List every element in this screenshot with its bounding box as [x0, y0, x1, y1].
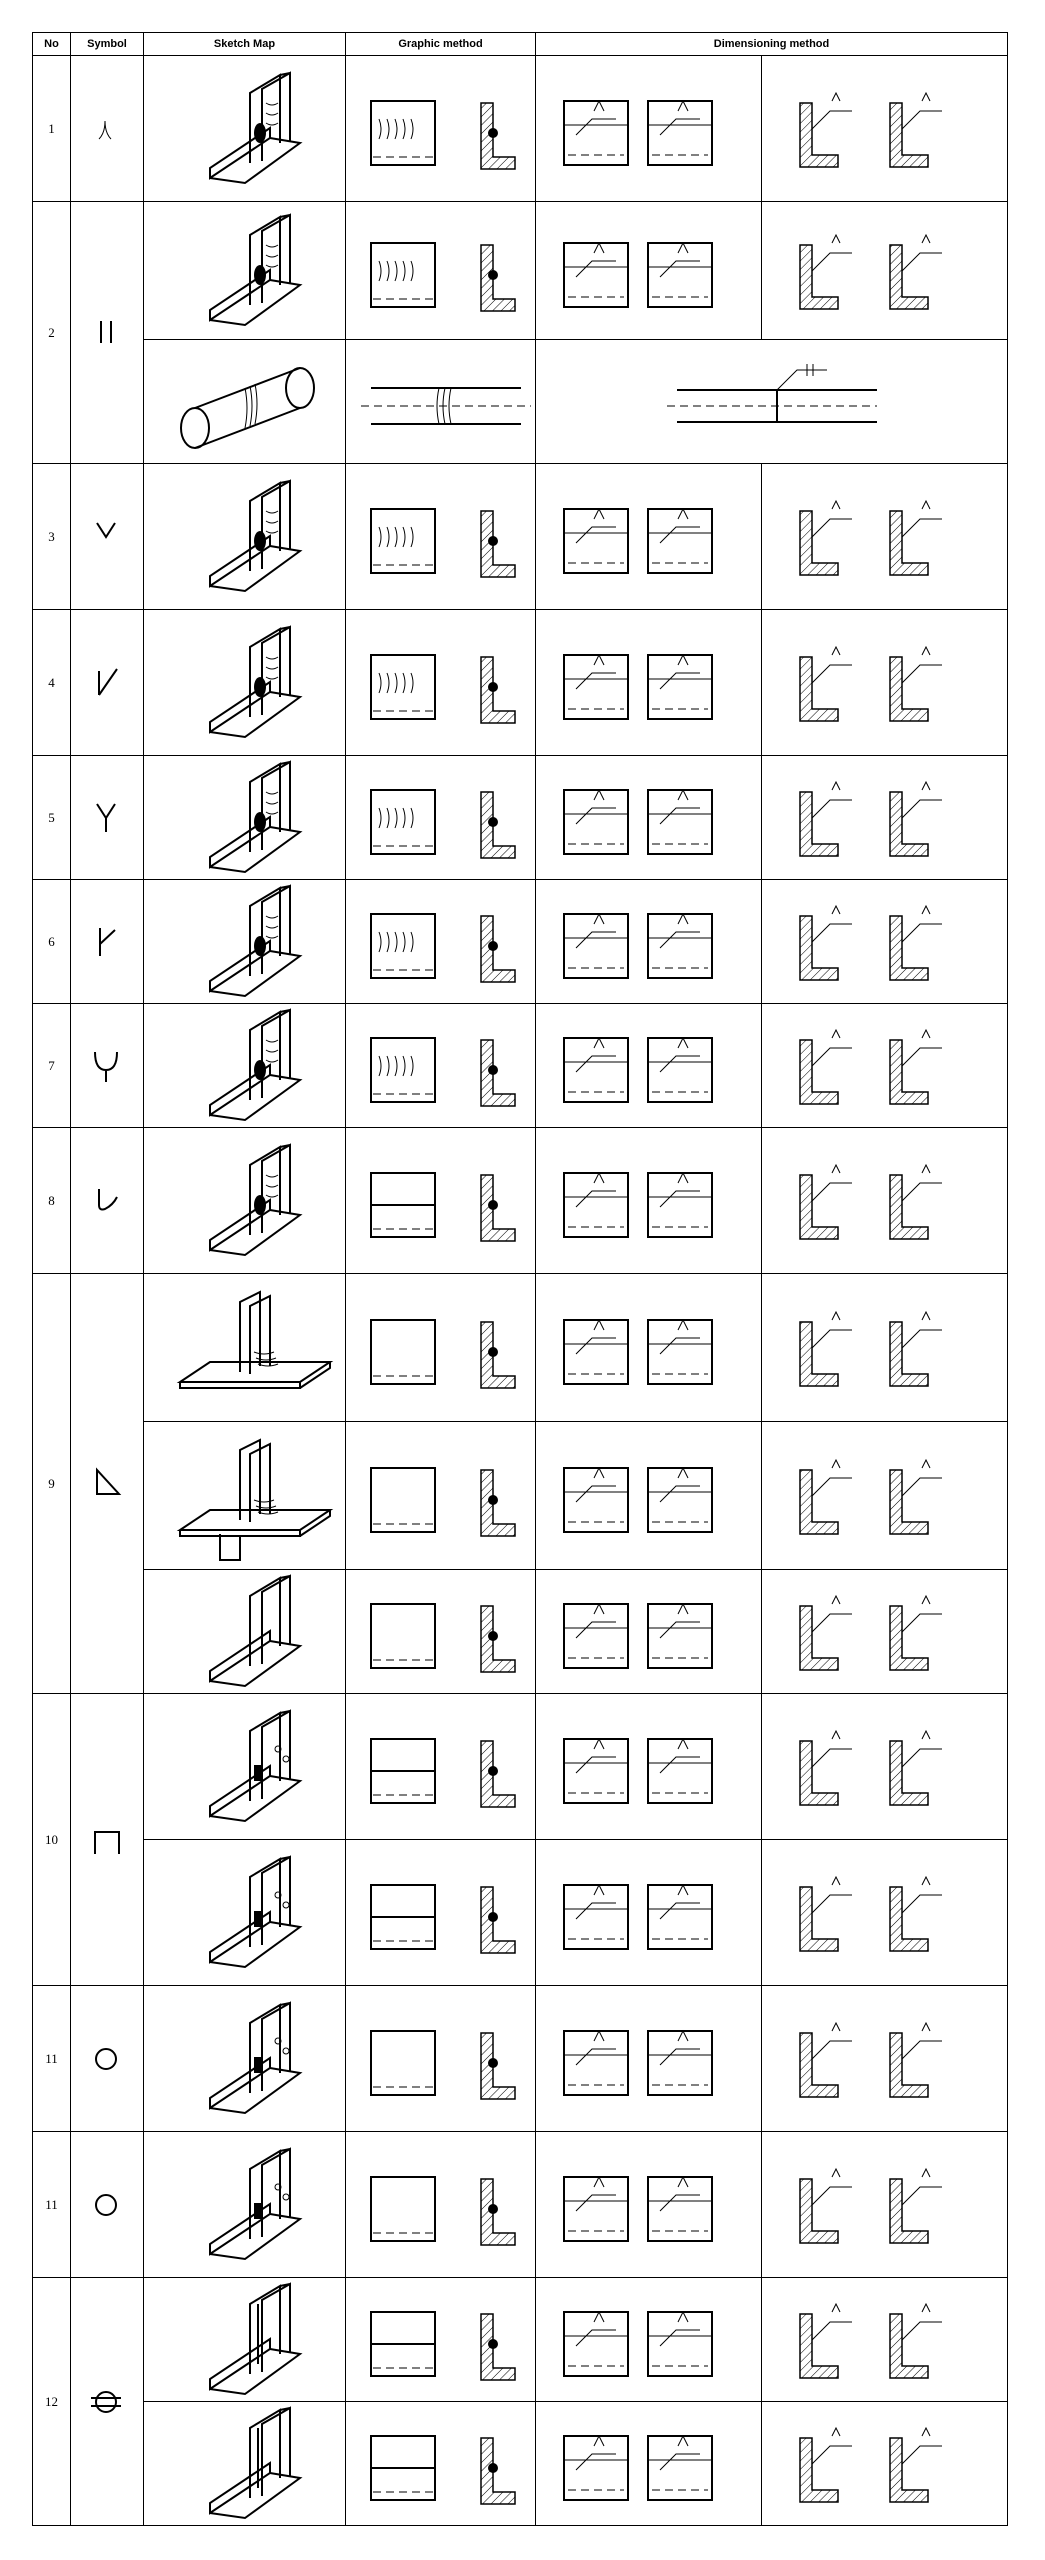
dimensioning-method-view-b — [762, 756, 1008, 880]
weld-symbol-cell — [71, 1694, 144, 1986]
dimensioning-boxes-ugroove — [544, 1008, 754, 1124]
graphic-method-ybevel — [351, 884, 531, 1000]
table-row — [33, 202, 1008, 340]
dimensioning-method-view-a — [536, 1422, 762, 1570]
sketch-map-cell — [144, 1004, 346, 1128]
spot-weld-symbol-icon — [85, 2175, 129, 2235]
graphic-method-plug — [351, 1698, 531, 1836]
header-no: No — [33, 33, 71, 56]
sketch-map-cell — [144, 1986, 346, 2132]
graphic-method-flange — [351, 60, 531, 198]
dimensioning-boxes-yv — [544, 760, 754, 876]
dimensioning-method-view-a — [536, 202, 762, 340]
dimensioning-method-view-a — [536, 756, 762, 880]
sketch-map-cell — [144, 1128, 346, 1274]
row-number: 11 — [33, 2132, 71, 2278]
header-row — [33, 33, 1008, 56]
flanged-butt-weld-symbol-icon — [85, 99, 129, 159]
sketch-map-cell — [144, 340, 346, 464]
dimensioning-boxes-bevel — [544, 614, 754, 752]
graphic-method-cell — [346, 464, 536, 610]
seam-weld-symbol-icon — [85, 2372, 129, 2432]
table-row — [33, 2278, 1008, 2402]
graphic-method-cell — [346, 340, 536, 464]
graphic-method-cell — [346, 1840, 536, 1986]
dimensioning-profiles-jgroove — [770, 1132, 1000, 1270]
sketch-map-cell — [144, 610, 346, 756]
sketch-map-spot — [150, 1990, 340, 2128]
sketch-map-cell — [144, 1840, 346, 1986]
sketch-map-spot2 — [150, 2136, 340, 2274]
graphic-method-cell — [346, 1986, 536, 2132]
dimensioning-profiles-spot — [770, 1990, 1000, 2128]
dimensioning-profiles-ybevel — [770, 884, 1000, 1000]
sketch-map-cell — [144, 1570, 346, 1694]
dimensioning-method-view-b — [762, 610, 1008, 756]
graphic-method-bevel — [351, 614, 531, 752]
weld-symbol-cell — [71, 1128, 144, 1274]
dimensioning-method-view-a — [536, 1274, 762, 1422]
dimensioning-boxes-jgroove — [544, 1132, 754, 1270]
table-row — [33, 610, 1008, 756]
graphic-method-cell — [346, 2132, 536, 2278]
row-number: 8 — [33, 1128, 71, 1274]
single-bevel-butt-weld-symbol-icon — [85, 653, 129, 713]
dimensioning-method-view-b — [762, 880, 1008, 1004]
row-number: 11 — [33, 1986, 71, 2132]
graphic-method-cell — [346, 756, 536, 880]
graphic-method-spot — [351, 1990, 531, 2128]
sketch-map-cell — [144, 756, 346, 880]
row-number: 10 — [33, 1694, 71, 1986]
weld-symbol-cell — [71, 610, 144, 756]
graphic-method-seam2 — [351, 2406, 531, 2522]
dimensioning-method-view-a — [536, 2402, 762, 2526]
graphic-method-cell — [346, 1274, 536, 1422]
table-row — [33, 1128, 1008, 1274]
sketch-map-cell — [144, 56, 346, 202]
dimensioning-method-view-a — [536, 1840, 762, 1986]
dimensioning-method-view-b — [762, 1004, 1008, 1128]
dimensioning-method-view-a — [536, 1570, 762, 1694]
sketch-map-cell — [144, 880, 346, 1004]
table-row — [33, 1274, 1008, 1422]
table-row — [33, 1570, 1008, 1694]
sketch-map-lap — [150, 1574, 340, 1690]
dimensioning-method-view-a — [536, 610, 762, 756]
dimensioning-method-view-b — [762, 464, 1008, 610]
graphic-method-cross — [351, 1426, 531, 1566]
dimensioning-profiles-plug — [770, 1698, 1000, 1836]
dimensioning-profiles-ugroove — [770, 1008, 1000, 1124]
row-number: 6 — [33, 880, 71, 1004]
graphic-method-yv — [351, 760, 531, 876]
dimensioning-method-view-b — [762, 1840, 1008, 1986]
sketch-map-flange — [150, 60, 340, 198]
dimensioning-method-view-b — [762, 1422, 1008, 1570]
dimensioning-boxes-pipe — [667, 344, 877, 460]
graphic-method-cell — [346, 1694, 536, 1840]
sketch-map-seam2 — [150, 2406, 340, 2522]
dimensioning-boxes-cross — [544, 1426, 754, 1566]
weld-symbol-cell — [71, 756, 144, 880]
weld-symbol-cell — [71, 202, 144, 464]
dimensioning-method-view-a — [536, 1694, 762, 1840]
dimensioning-boxes-flange — [544, 60, 754, 198]
graphic-method-slot — [351, 1844, 531, 1982]
dimensioning-profiles-cross — [770, 1426, 1000, 1566]
row-number: 5 — [33, 756, 71, 880]
row-number: 1 — [33, 56, 71, 202]
table-row — [33, 756, 1008, 880]
graphic-method-tee — [351, 1278, 531, 1418]
sketch-map-plug — [150, 1698, 340, 1836]
dimensioning-boxes-plug — [544, 1698, 754, 1836]
row-number: 12 — [33, 2278, 71, 2526]
sketch-map-cell — [144, 2132, 346, 2278]
table-row — [33, 464, 1008, 610]
dimensioning-method-view-b — [762, 2402, 1008, 2526]
table-row — [33, 2132, 1008, 2278]
dimensioning-profiles-spot2 — [770, 2136, 1000, 2274]
weld-symbol-cell — [71, 2132, 144, 2278]
header-sketch-map: Sketch Map — [144, 33, 346, 56]
sketch-map-cell — [144, 1422, 346, 1570]
table-row — [33, 2402, 1008, 2526]
sketch-map-vgroove — [150, 468, 340, 606]
sketch-map-cross — [150, 1426, 340, 1566]
dimensioning-method-view-a — [536, 56, 762, 202]
dimensioning-profiles-slot — [770, 1844, 1000, 1982]
weld-symbol-cell — [71, 464, 144, 610]
dimensioning-profiles-seam — [770, 2282, 1000, 2398]
sketch-map-bevel — [150, 614, 340, 752]
dimensioning-boxes-seam — [544, 2282, 754, 2398]
sketch-map-cell — [144, 2402, 346, 2526]
dimensioning-method-view-a — [536, 1128, 762, 1274]
dimensioning-method-view-b — [762, 56, 1008, 202]
table-row — [33, 1986, 1008, 2132]
dimensioning-profiles-yv — [770, 760, 1000, 876]
header-dimensioning-method: Dimensioning method — [536, 33, 1008, 56]
dimensioning-method-view-a — [536, 1004, 762, 1128]
dimensioning-method-view-b — [762, 1274, 1008, 1422]
table-row — [33, 880, 1008, 1004]
graphic-method-square — [351, 206, 531, 336]
row-number: 2 — [33, 202, 71, 464]
graphic-method-cell — [346, 56, 536, 202]
dimensioning-profiles-square — [770, 206, 1000, 336]
dimensioning-method-view-b — [762, 1128, 1008, 1274]
graphic-method-vgroove — [351, 468, 531, 606]
weld-symbol-cell — [71, 1986, 144, 2132]
sketch-map-slot — [150, 1844, 340, 1982]
graphic-method-seam — [351, 2282, 531, 2398]
sketch-map-jgroove — [150, 1132, 340, 1270]
dimensioning-boxes-slot — [544, 1844, 754, 1982]
single-v-butt-weld-symbol-icon — [85, 507, 129, 567]
sketch-map-pipe — [150, 344, 340, 460]
graphic-method-cell — [346, 1570, 536, 1694]
weld-symbol-cell — [71, 1004, 144, 1128]
graphic-method-cell — [346, 1128, 536, 1274]
single-v-with-root-face-symbol-icon — [85, 788, 129, 848]
graphic-method-pipe — [351, 344, 531, 460]
dimensioning-method-view-a — [536, 1986, 762, 2132]
dimensioning-method-view-a — [536, 2278, 762, 2402]
dimensioning-method-cell — [536, 340, 1008, 464]
sketch-map-square — [150, 206, 340, 336]
fillet-weld-symbol-icon — [85, 1454, 129, 1514]
graphic-method-cell — [346, 202, 536, 340]
table-row — [33, 1840, 1008, 1986]
weld-symbol-cell — [71, 1274, 144, 1694]
dimensioning-method-view-b — [762, 2132, 1008, 2278]
row-number: 4 — [33, 610, 71, 756]
dimensioning-method-view-b — [762, 1570, 1008, 1694]
dimensioning-profiles-bevel — [770, 614, 1000, 752]
dimensioning-profiles-seam2 — [770, 2406, 1000, 2522]
sketch-map-ybevel — [150, 884, 340, 1000]
table-row — [33, 1422, 1008, 1570]
dimensioning-method-view-a — [536, 2132, 762, 2278]
graphic-method-ugroove — [351, 1008, 531, 1124]
graphic-method-cell — [346, 610, 536, 756]
dimensioning-profiles-lap — [770, 1574, 1000, 1690]
dimensioning-boxes-spot — [544, 1990, 754, 2128]
single-bevel-with-root-face-symbol-icon — [85, 912, 129, 972]
sketch-map-cell — [144, 2278, 346, 2402]
weld-symbol-cell — [71, 880, 144, 1004]
dimensioning-boxes-ybevel — [544, 884, 754, 1000]
dimensioning-profiles-tee — [770, 1278, 1000, 1418]
graphic-method-cell — [346, 2278, 536, 2402]
header-symbol: Symbol — [71, 33, 144, 56]
sketch-map-cell — [144, 1694, 346, 1840]
sketch-map-cell — [144, 202, 346, 340]
sketch-map-tee — [150, 1278, 340, 1418]
weld-symbol-table — [32, 32, 1008, 2526]
dimensioning-boxes-spot2 — [544, 2136, 754, 2274]
dimensioning-method-view-a — [536, 880, 762, 1004]
sketch-map-cell — [144, 1274, 346, 1422]
graphic-method-cell — [346, 2402, 536, 2526]
single-u-butt-weld-symbol-icon — [85, 1036, 129, 1096]
dimensioning-boxes-vgroove — [544, 468, 754, 606]
table-row — [33, 56, 1008, 202]
sketch-map-yv — [150, 760, 340, 876]
dimensioning-profiles-vgroove — [770, 468, 1000, 606]
sketch-map-seam — [150, 2282, 340, 2398]
table-row — [33, 340, 1008, 464]
dimensioning-method-view-b — [762, 2278, 1008, 2402]
header-graphic-method: Graphic method — [346, 33, 536, 56]
table-row — [33, 1694, 1008, 1840]
dimensioning-boxes-tee — [544, 1278, 754, 1418]
dimensioning-method-view-a — [536, 464, 762, 610]
dimensioning-profiles-flange — [770, 60, 1000, 198]
weld-symbol-cell — [71, 56, 144, 202]
graphic-method-lap — [351, 1574, 531, 1690]
graphic-method-cell — [346, 1004, 536, 1128]
weld-symbol-cell — [71, 2278, 144, 2526]
row-number: 9 — [33, 1274, 71, 1694]
dimensioning-method-view-b — [762, 1694, 1008, 1840]
graphic-method-cell — [346, 880, 536, 1004]
graphic-method-jgroove — [351, 1132, 531, 1270]
dimensioning-boxes-seam2 — [544, 2406, 754, 2522]
spot-weld-symbol-icon — [85, 2029, 129, 2089]
table-row — [33, 1004, 1008, 1128]
dimensioning-boxes-lap — [544, 1574, 754, 1690]
square-butt-weld-symbol-icon — [85, 303, 129, 363]
graphic-method-spot2 — [351, 2136, 531, 2274]
weld-symbol-table-sheet — [32, 32, 1007, 2532]
sketch-map-ugroove — [150, 1008, 340, 1124]
dimensioning-method-view-b — [762, 1986, 1008, 2132]
dimensioning-boxes-square — [544, 206, 754, 336]
row-number: 7 — [33, 1004, 71, 1128]
dimensioning-method-view-b — [762, 202, 1008, 340]
plug-weld-symbol-icon — [85, 1810, 129, 1870]
row-number: 3 — [33, 464, 71, 610]
graphic-method-cell — [346, 1422, 536, 1570]
sketch-map-cell — [144, 464, 346, 610]
single-j-butt-weld-symbol-icon — [85, 1171, 129, 1231]
